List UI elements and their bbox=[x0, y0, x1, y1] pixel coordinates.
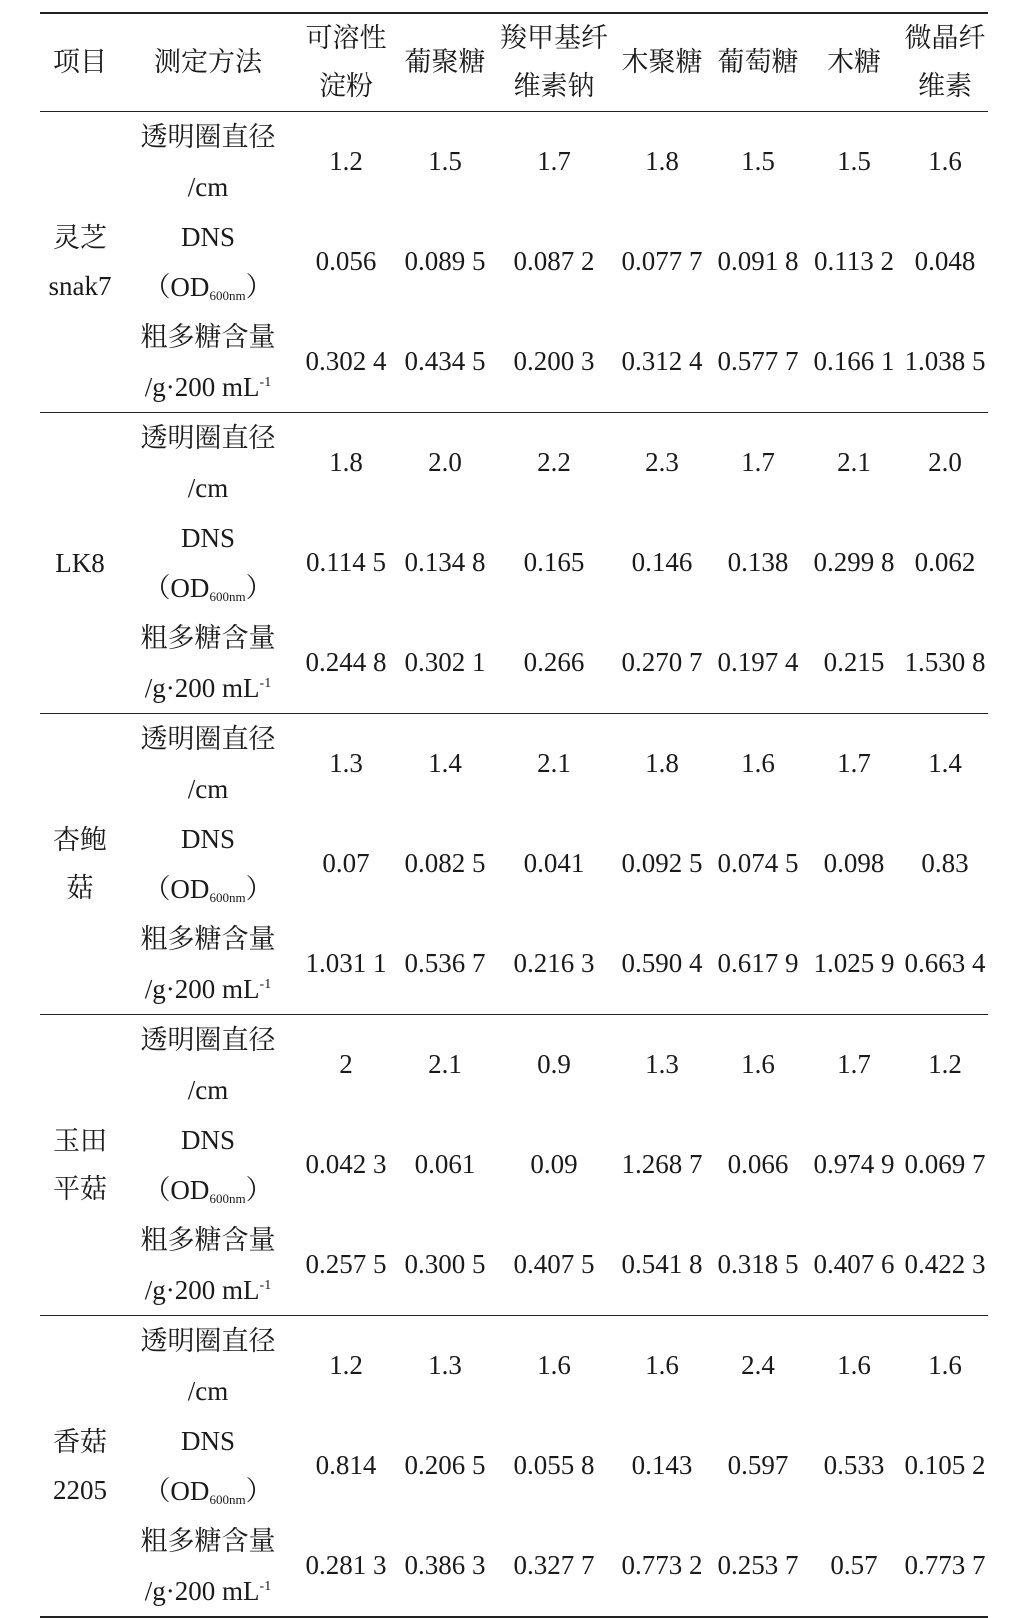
diameter-value: 1.7 bbox=[741, 447, 775, 477]
diameter-value: 1.6 bbox=[537, 1350, 571, 1380]
header-substrate-line: 葡聚糖 bbox=[404, 47, 486, 78]
header-substrate-line: 维素钠 bbox=[513, 71, 595, 102]
method-dns-prefix: DNS（OD bbox=[143, 221, 235, 302]
diameter-value: 2.2 bbox=[537, 447, 571, 477]
dns-value: 0.098 bbox=[823, 848, 885, 878]
dns-value: 0.048 bbox=[914, 246, 976, 276]
method-diameter bbox=[120, 412, 296, 513]
diameter-value: 1.2 bbox=[329, 1350, 363, 1380]
dns-value: 0.087 2 bbox=[513, 246, 595, 276]
header-substrate-line: 木糖 bbox=[827, 47, 881, 78]
table-row bbox=[40, 111, 988, 212]
polysaccharide-value: 0.617 9 bbox=[710, 914, 806, 1015]
method-dns bbox=[120, 1416, 296, 1516]
header-substrate bbox=[614, 13, 710, 111]
method-poly-line2: /g·200 mL bbox=[144, 1575, 260, 1606]
dns-value: 0.533 bbox=[823, 1450, 885, 1480]
polysaccharide-value: 0.266 bbox=[494, 613, 614, 714]
diameter-value: 1.3 bbox=[329, 748, 363, 778]
header-substrate-line: 淀粉 bbox=[319, 71, 373, 102]
method-poly-line1: 粗多糖含量 bbox=[140, 1525, 276, 1556]
dns-value: 0.105 2 bbox=[904, 1450, 986, 1480]
method-diameter-line: 透明圈直径 bbox=[140, 121, 276, 152]
polysaccharide-value: 0.244 8 bbox=[296, 613, 396, 714]
diameter-value: 1.3 bbox=[645, 1049, 679, 1079]
dns-value: 0.074 5 bbox=[717, 848, 799, 878]
method-poly-line2-wrap bbox=[120, 1566, 296, 1616]
method-dns bbox=[120, 1115, 296, 1215]
method-dns-prefix: DNS（OD bbox=[143, 1124, 235, 1205]
diameter-value: 1.7 bbox=[837, 1049, 871, 1079]
dns-value: 0.138 bbox=[727, 547, 789, 577]
polysaccharide-value: 0.577 7 bbox=[710, 312, 806, 413]
dns-value: 0.165 bbox=[523, 547, 585, 577]
polysaccharide-value: 0.318 5 bbox=[710, 1215, 806, 1316]
header-substrate-line: 微晶纤 bbox=[904, 23, 986, 54]
dns-value: 0.597 bbox=[727, 1450, 789, 1480]
method-poly-superscript: -1 bbox=[259, 976, 272, 992]
dns-value: 0.114 5 bbox=[306, 547, 386, 577]
polysaccharide-value: 1.530 8 bbox=[902, 613, 988, 714]
method-poly-line2-wrap bbox=[120, 1265, 296, 1315]
method-dns-prefix: DNS（OD bbox=[143, 522, 235, 603]
method-poly-line2-wrap bbox=[120, 964, 296, 1014]
method-poly-superscript: -1 bbox=[259, 675, 272, 691]
method-polysaccharide bbox=[120, 1516, 296, 1617]
header-method: 测定方法 bbox=[120, 13, 296, 111]
diameter-value: 1.6 bbox=[741, 748, 775, 778]
method-poly-line2: /g·200 mL bbox=[144, 672, 260, 703]
method-poly-line1: 粗多糖含量 bbox=[140, 321, 276, 352]
dns-value: 0.206 5 bbox=[404, 1450, 486, 1480]
header-item: 项目 bbox=[40, 13, 120, 111]
method-dns-suffix: ） bbox=[245, 873, 273, 904]
polysaccharide-value: 0.327 7 bbox=[494, 1516, 614, 1617]
polysaccharide-value: 0.200 3 bbox=[494, 312, 614, 413]
polysaccharide-value: 0.216 3 bbox=[494, 914, 614, 1015]
dns-value: 0.09 bbox=[530, 1149, 578, 1179]
method-poly-superscript: -1 bbox=[259, 1277, 272, 1293]
dns-value: 0.061 bbox=[414, 1149, 476, 1179]
method-poly-line2: /g·200 mL bbox=[144, 1274, 260, 1305]
polysaccharide-value: 0.407 5 bbox=[494, 1215, 614, 1316]
method-diameter-line: 透明圈直径 bbox=[140, 1024, 276, 1055]
dns-value: 0.041 bbox=[523, 848, 585, 878]
strain-name bbox=[40, 1014, 120, 1315]
table-row bbox=[40, 1315, 988, 1416]
header-substrate bbox=[710, 13, 806, 111]
diameter-value: 1.4 bbox=[428, 748, 462, 778]
dns-value: 0.077 7 bbox=[621, 246, 703, 276]
method-dns-subscript: 600nm bbox=[209, 1491, 246, 1507]
polysaccharide-value: 0.166 1 bbox=[806, 312, 902, 413]
diameter-value: 1.6 bbox=[645, 1350, 679, 1380]
diameter-value: 1.2 bbox=[329, 146, 363, 176]
table-row bbox=[40, 1115, 988, 1215]
polysaccharide-value: 1.038 5 bbox=[902, 312, 988, 413]
polysaccharide-value: 0.57 bbox=[806, 1516, 902, 1617]
dns-value: 0.055 8 bbox=[513, 1450, 595, 1480]
table-row bbox=[40, 412, 988, 513]
method-dns bbox=[120, 513, 296, 613]
header-substrate bbox=[902, 13, 988, 111]
diameter-value: 1.5 bbox=[837, 146, 871, 176]
method-polysaccharide bbox=[120, 914, 296, 1015]
method-diameter-line: 透明圈直径 bbox=[140, 422, 276, 453]
polysaccharide-value: 0.422 3 bbox=[902, 1215, 988, 1316]
diameter-value: 1.8 bbox=[329, 447, 363, 477]
diameter-value: 2.1 bbox=[428, 1049, 462, 1079]
table-row bbox=[40, 1215, 988, 1316]
method-dns bbox=[120, 212, 296, 312]
diameter-value: 1.8 bbox=[645, 748, 679, 778]
polysaccharide-value: 1.025 9 bbox=[806, 914, 902, 1015]
diameter-value: 0.9 bbox=[537, 1049, 571, 1079]
dns-value: 0.07 bbox=[322, 848, 370, 878]
dns-value: 0.082 5 bbox=[404, 848, 486, 878]
polysaccharide-value: 0.773 7 bbox=[902, 1516, 988, 1617]
polysaccharide-value: 0.270 7 bbox=[614, 613, 710, 714]
diameter-value: 1.6 bbox=[741, 1049, 775, 1079]
table-body bbox=[40, 111, 988, 1617]
method-diameter-line: /cm bbox=[187, 171, 229, 202]
strain-name-line: 香菇 bbox=[53, 1426, 107, 1457]
polysaccharide-value: 0.541 8 bbox=[614, 1215, 710, 1316]
header-substrate-line: 羧甲基纤 bbox=[500, 23, 608, 54]
polysaccharide-value: 0.773 2 bbox=[614, 1516, 710, 1617]
diameter-value: 2.1 bbox=[837, 447, 871, 477]
dns-value: 0.092 5 bbox=[621, 848, 703, 878]
diameter-value: 1.8 bbox=[645, 146, 679, 176]
dns-value: 0.091 8 bbox=[717, 246, 799, 276]
polysaccharide-value: 0.300 5 bbox=[396, 1215, 494, 1316]
method-poly-line1: 粗多糖含量 bbox=[140, 1224, 276, 1255]
method-dns-suffix: ） bbox=[245, 1174, 273, 1205]
diameter-value: 2.4 bbox=[741, 1350, 775, 1380]
method-poly-line2-wrap bbox=[120, 362, 296, 412]
header-substrate-line: 葡萄糖 bbox=[717, 47, 799, 78]
dns-value: 0.83 bbox=[921, 848, 969, 878]
dns-value: 0.066 bbox=[727, 1149, 789, 1179]
method-poly-line2-wrap bbox=[120, 663, 296, 713]
strain-name-line: 2205 bbox=[53, 1474, 107, 1505]
method-poly-line2: /g·200 mL bbox=[144, 973, 260, 1004]
diameter-value: 1.7 bbox=[537, 146, 571, 176]
method-diameter-line: 透明圈直径 bbox=[140, 1325, 276, 1356]
diameter-value: 2.0 bbox=[928, 447, 962, 477]
method-dns-prefix: DNS（OD bbox=[143, 823, 235, 904]
header-substrate-line: 可溶性 bbox=[305, 23, 387, 54]
method-diameter bbox=[120, 111, 296, 212]
polysaccharide-value: 0.253 7 bbox=[710, 1516, 806, 1617]
polysaccharide-value: 0.197 4 bbox=[710, 613, 806, 714]
diameter-value: 2.3 bbox=[645, 447, 679, 477]
table-row bbox=[40, 713, 988, 814]
diameter-value: 1.6 bbox=[928, 1350, 962, 1380]
table-row bbox=[40, 212, 988, 312]
method-polysaccharide bbox=[120, 312, 296, 413]
dns-value: 0.974 9 bbox=[813, 1149, 895, 1179]
header-substrate-line: 木聚糖 bbox=[621, 47, 703, 78]
dns-value: 0.134 8 bbox=[404, 547, 486, 577]
method-polysaccharide bbox=[120, 1215, 296, 1316]
table-row bbox=[40, 613, 988, 714]
strain-name-line: 灵芝 bbox=[53, 222, 107, 253]
method-polysaccharide bbox=[120, 613, 296, 714]
diameter-value: 1.7 bbox=[837, 748, 871, 778]
header-row bbox=[40, 13, 988, 111]
polysaccharide-value: 0.302 1 bbox=[396, 613, 494, 714]
table-row bbox=[40, 312, 988, 413]
strain-name bbox=[40, 111, 120, 412]
polysaccharide-value: 0.536 7 bbox=[396, 914, 494, 1015]
dns-value: 0.089 5 bbox=[404, 246, 486, 276]
method-diameter-line: /cm bbox=[187, 773, 229, 804]
method-poly-line2: /g·200 mL bbox=[144, 371, 260, 402]
table-row bbox=[40, 1516, 988, 1617]
dns-value: 0.056 bbox=[315, 246, 377, 276]
strain-name bbox=[40, 1315, 120, 1617]
dns-value: 0.069 7 bbox=[904, 1149, 986, 1179]
polysaccharide-value: 0.281 3 bbox=[296, 1516, 396, 1617]
dns-value: 0.299 8 bbox=[813, 547, 895, 577]
dns-value: 0.062 bbox=[914, 547, 976, 577]
method-diameter bbox=[120, 713, 296, 814]
enzyme-activity-table-container bbox=[40, 12, 988, 1618]
method-diameter bbox=[120, 1315, 296, 1416]
diameter-value: 2.1 bbox=[537, 748, 571, 778]
header-substrate bbox=[296, 13, 396, 111]
method-dns-suffix: ） bbox=[245, 572, 273, 603]
diameter-value: 1.5 bbox=[428, 146, 462, 176]
method-dns-suffix: ） bbox=[245, 271, 273, 302]
strain-name-line: snak7 bbox=[48, 270, 112, 301]
table-header bbox=[40, 13, 988, 111]
dns-value: 1.268 7 bbox=[621, 1149, 703, 1179]
method-poly-superscript: -1 bbox=[259, 1578, 272, 1594]
diameter-value: 1.5 bbox=[741, 146, 775, 176]
method-dns-prefix: DNS（OD bbox=[143, 1425, 235, 1506]
polysaccharide-value: 0.386 3 bbox=[396, 1516, 494, 1617]
table-row bbox=[40, 513, 988, 613]
polysaccharide-value: 0.663 4 bbox=[902, 914, 988, 1015]
polysaccharide-value: 0.407 6 bbox=[806, 1215, 902, 1316]
strain-name-line: LK8 bbox=[55, 547, 105, 578]
method-diameter bbox=[120, 1014, 296, 1115]
diameter-value: 1.4 bbox=[928, 748, 962, 778]
method-diameter-line: /cm bbox=[187, 1375, 229, 1406]
strain-name bbox=[40, 713, 120, 1014]
header-substrate-line: 维素 bbox=[918, 71, 972, 102]
polysaccharide-value: 0.215 bbox=[806, 613, 902, 714]
dns-value: 0.113 2 bbox=[814, 246, 894, 276]
method-diameter-line: /cm bbox=[187, 1074, 229, 1105]
polysaccharide-value: 0.257 5 bbox=[296, 1215, 396, 1316]
method-dns-subscript: 600nm bbox=[209, 287, 246, 303]
table-row bbox=[40, 1416, 988, 1516]
strain-name-line: 杏鲍菇 bbox=[53, 824, 107, 903]
diameter-value: 1.2 bbox=[928, 1049, 962, 1079]
diameter-value: 1.6 bbox=[837, 1350, 871, 1380]
dns-value: 0.143 bbox=[631, 1450, 693, 1480]
table-row bbox=[40, 914, 988, 1015]
polysaccharide-value: 0.434 5 bbox=[396, 312, 494, 413]
polysaccharide-value: 0.312 4 bbox=[614, 312, 710, 413]
strain-name-line: 玉田 bbox=[53, 1125, 107, 1156]
strain-name bbox=[40, 412, 120, 713]
method-diameter-line: 透明圈直径 bbox=[140, 723, 276, 754]
header-substrate bbox=[806, 13, 902, 111]
header-substrate bbox=[494, 13, 614, 111]
dns-value: 0.042 3 bbox=[305, 1149, 387, 1179]
method-dns-subscript: 600nm bbox=[209, 1190, 246, 1206]
diameter-value: 2 bbox=[339, 1049, 353, 1079]
polysaccharide-value: 0.302 4 bbox=[296, 312, 396, 413]
method-dns bbox=[120, 814, 296, 914]
method-diameter-line: /cm bbox=[187, 472, 229, 503]
dns-value: 0.814 bbox=[315, 1450, 377, 1480]
method-poly-line1: 粗多糖含量 bbox=[140, 923, 276, 954]
polysaccharide-value: 0.590 4 bbox=[614, 914, 710, 1015]
enzyme-activity-table bbox=[40, 12, 988, 1618]
method-poly-line1: 粗多糖含量 bbox=[140, 622, 276, 653]
diameter-value: 1.6 bbox=[928, 146, 962, 176]
table-row bbox=[40, 814, 988, 914]
polysaccharide-value: 1.031 1 bbox=[296, 914, 396, 1015]
method-dns-subscript: 600nm bbox=[209, 889, 246, 905]
method-dns-suffix: ） bbox=[245, 1475, 273, 1506]
strain-name-line: 平菇 bbox=[53, 1173, 107, 1204]
method-poly-superscript: -1 bbox=[259, 374, 272, 390]
header-substrate bbox=[396, 13, 494, 111]
diameter-value: 2.0 bbox=[428, 447, 462, 477]
method-dns-subscript: 600nm bbox=[209, 588, 246, 604]
table-row bbox=[40, 1014, 988, 1115]
diameter-value: 1.3 bbox=[428, 1350, 462, 1380]
dns-value: 0.146 bbox=[631, 547, 693, 577]
